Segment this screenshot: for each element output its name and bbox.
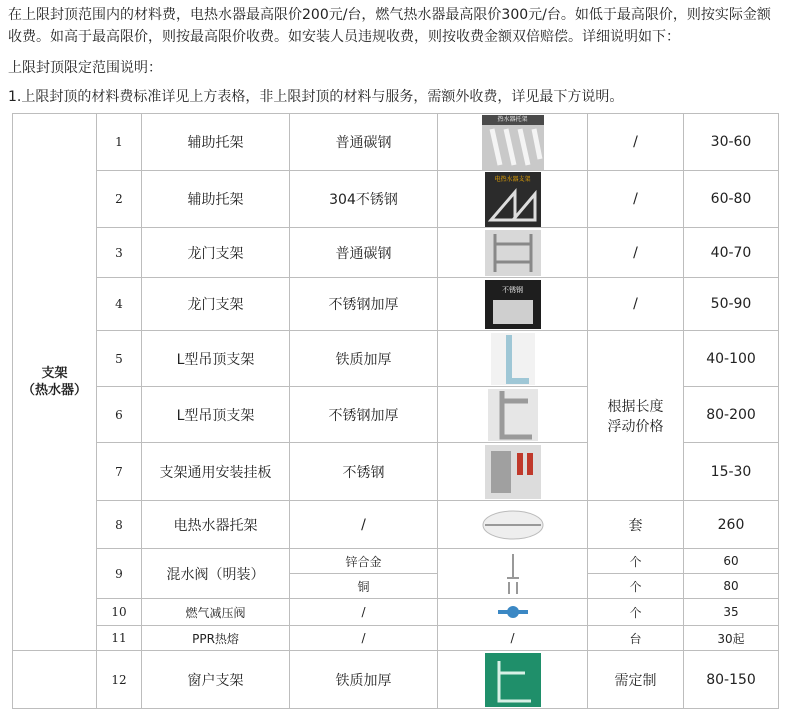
table-row bbox=[13, 501, 779, 549]
item-price: 40-100 bbox=[684, 331, 779, 387]
item-price: 30起 bbox=[684, 626, 779, 651]
product-image bbox=[438, 278, 588, 331]
item-price: 50-90 bbox=[684, 278, 779, 331]
row-number: 1 bbox=[97, 114, 142, 171]
item-name: 龙门支架 bbox=[142, 228, 290, 278]
table-row bbox=[13, 599, 779, 626]
table-row bbox=[13, 626, 779, 651]
item-price: 80-150 bbox=[684, 651, 779, 709]
item-name: 支架通用安装挂板 bbox=[142, 443, 290, 501]
image-caption: 电热水器支架 bbox=[494, 175, 531, 183]
bracket-photo bbox=[485, 280, 541, 329]
bracket-photo bbox=[488, 389, 538, 441]
item-unit: 个 bbox=[588, 574, 684, 599]
item-material: 不锈钢 bbox=[290, 443, 438, 501]
product-image bbox=[438, 549, 588, 599]
product-image bbox=[438, 443, 588, 501]
item-name: PPR热熔 bbox=[142, 626, 290, 651]
range-heading: 上限封顶限定范围说明： bbox=[8, 60, 162, 76]
row-number: 2 bbox=[97, 171, 142, 228]
item-unit: / bbox=[588, 278, 684, 331]
shared-unit-note: 根据长度浮动价格 bbox=[588, 331, 684, 501]
row-number: 3 bbox=[97, 228, 142, 278]
product-image bbox=[438, 171, 588, 228]
row-number: 11 bbox=[97, 626, 142, 651]
item-material: / bbox=[290, 626, 438, 651]
regulator-photo bbox=[496, 602, 530, 622]
bracket-photo bbox=[479, 505, 547, 545]
item-unit: 台 bbox=[588, 626, 684, 651]
item-price: 60 bbox=[684, 549, 779, 574]
item-name: 龙门支架 bbox=[142, 278, 290, 331]
item-price: 35 bbox=[684, 599, 779, 626]
item-price: 30-60 bbox=[684, 114, 779, 171]
item-unit: 需定制 bbox=[588, 651, 684, 709]
product-image bbox=[438, 331, 588, 387]
item-name: 燃气减压阀 bbox=[142, 599, 290, 626]
row-number: 10 bbox=[97, 599, 142, 626]
item-name: 窗户支架 bbox=[142, 651, 290, 709]
table-row bbox=[13, 651, 779, 709]
item-price: 15-30 bbox=[684, 443, 779, 501]
item-unit: / bbox=[588, 171, 684, 228]
bracket-photo bbox=[485, 653, 541, 707]
item-price: 80-200 bbox=[684, 387, 779, 443]
item-name: 混水阀（明装） bbox=[142, 549, 290, 599]
row-number: 7 bbox=[97, 443, 142, 501]
item-material: 不锈钢加厚 bbox=[290, 387, 438, 443]
item-name: 辅助托架 bbox=[142, 171, 290, 228]
table-row bbox=[13, 278, 779, 331]
intro-paragraph: 在上限封顶范围内的材料费，电热水器最高限价200元/台，燃气热水器最高限价300元/台。如低于最高限价，则按实际金额收费。如高于最高限价，则按最高限价收费。如安装人员违规收费，则按收费金额双倍赔偿。详细说明如下： bbox=[8, 7, 771, 45]
category-cell-empty bbox=[13, 651, 97, 709]
item-unit: 套 bbox=[588, 501, 684, 549]
row-number: 8 bbox=[97, 501, 142, 549]
item-name: 辅助托架 bbox=[142, 114, 290, 171]
item-unit: 个 bbox=[588, 599, 684, 626]
image-caption: 热水器托架 bbox=[482, 115, 544, 125]
bracket-photo bbox=[485, 230, 541, 276]
bracket-photo bbox=[491, 333, 535, 385]
product-image bbox=[438, 599, 588, 626]
bracket-photo bbox=[485, 172, 541, 227]
item-unit: / bbox=[588, 228, 684, 278]
product-image bbox=[438, 228, 588, 278]
item-unit: 个 bbox=[588, 549, 684, 574]
table-row bbox=[13, 114, 779, 171]
item-price: 60-80 bbox=[684, 171, 779, 228]
category-bracket: 支架 （热水器） bbox=[13, 114, 97, 651]
item-material: 铜 bbox=[290, 574, 438, 599]
item-price: 260 bbox=[684, 501, 779, 549]
row-number: 5 bbox=[97, 331, 142, 387]
item-name: L型吊顶支架 bbox=[142, 331, 290, 387]
row-number: 9 bbox=[97, 549, 142, 599]
item-material: / bbox=[290, 501, 438, 549]
row-number: 12 bbox=[97, 651, 142, 709]
product-image bbox=[438, 114, 588, 171]
item-material: 普通碳钢 bbox=[290, 114, 438, 171]
item-price: 40-70 bbox=[684, 228, 779, 278]
item-price: 80 bbox=[684, 574, 779, 599]
item-material: 不锈钢加厚 bbox=[290, 278, 438, 331]
bracket-photo bbox=[485, 445, 541, 499]
item-material: / bbox=[290, 599, 438, 626]
product-image bbox=[438, 651, 588, 709]
product-image bbox=[438, 501, 588, 549]
item-name: L型吊顶支架 bbox=[142, 387, 290, 443]
valve-photo bbox=[503, 552, 523, 596]
row-number: 4 bbox=[97, 278, 142, 331]
table-row bbox=[13, 549, 779, 574]
item-material: 铁质加厚 bbox=[290, 651, 438, 709]
price-table bbox=[12, 113, 779, 709]
item-material: 铁质加厚 bbox=[290, 331, 438, 387]
table-row bbox=[13, 331, 779, 387]
product-image bbox=[438, 387, 588, 443]
row-number: 6 bbox=[97, 387, 142, 443]
item-material: 304不锈钢 bbox=[290, 171, 438, 228]
table-row bbox=[13, 228, 779, 278]
item-name: 电热水器托架 bbox=[142, 501, 290, 549]
table-row bbox=[13, 171, 779, 228]
item-material: 普通碳钢 bbox=[290, 228, 438, 278]
item-unit: / bbox=[588, 114, 684, 171]
image-caption: 不锈钢 bbox=[502, 285, 523, 294]
item-image-placeholder: / bbox=[438, 626, 588, 651]
item-material: 锌合金 bbox=[290, 549, 438, 574]
bracket-photo bbox=[482, 115, 544, 170]
range-note-1: 1.上限封顶的材料费标准详见上方表格，非上限封顶的材料与服务，需额外收费，详见最下方说明。 bbox=[8, 89, 624, 105]
